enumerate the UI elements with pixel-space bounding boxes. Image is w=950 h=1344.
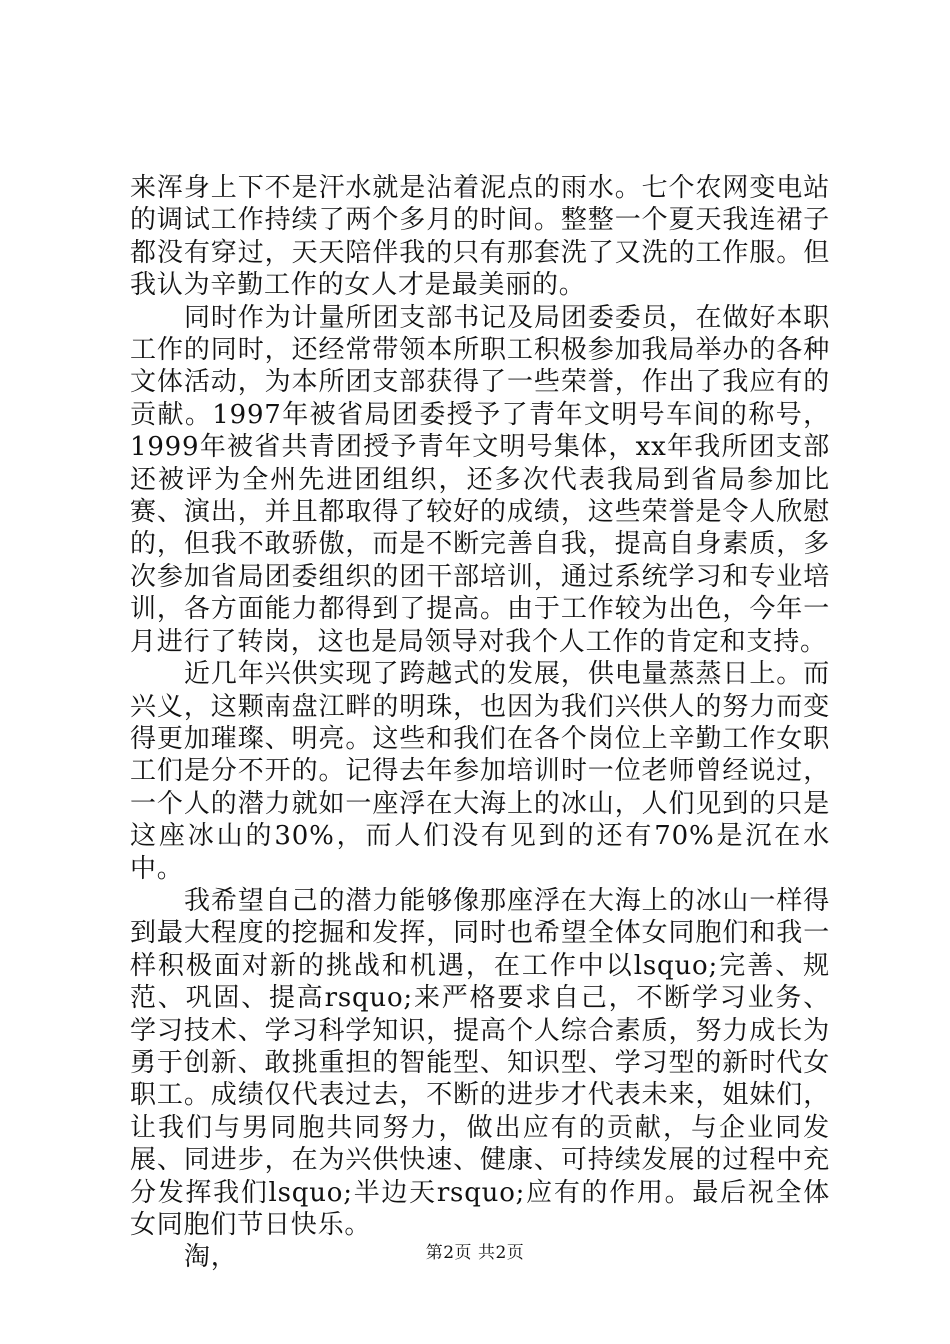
page-footer: 第2页 共2页 xyxy=(425,1243,525,1263)
paragraph-3: 近几年兴供实现了跨越式的发展，供电量蒸蒸日上。而兴义，这颗南盘江畔的明珠，也因为我们兴供人的努力而变得更加璀璨、明亮。这些和我们在各个岗位上辛勤工作女职工们是分不开的。记得去年参加培训时一位老师曾经说过，一个人的潜力就如一座浮在大海上的冰山，人们见到的只是这座冰山的30%，而人们没有见到的还有70%是沉在水中。 xyxy=(130,659,830,884)
paragraph-5: 淘， xyxy=(184,1242,238,1273)
paragraph-2: 同时作为计量所团支部书记及局团委委员，在做好本职工作的同时，还经常带领本所职工积极参加我局举办的各种文体活动，为本所团支部获得了一些荣誉，作出了我应有的贡献。1997年被省局团委授予了青年文明号车间的称号，1999年被省共青团授予青年文明号集体，xx年我所团支部还被评为全州先进团组织，还多次代表我局到省局参加比赛、演出，并且都取得了较好的成绩，这些荣誉是令人欣慰的，但我不敢骄傲，而是不断完善自我，提高自身素质，多次参加省局团委组织的团干部培训，通过系统学习和专业培训，各方面能力都得到了提高。由于工作较为出色，今年一月进行了转岗，这也是局领导对我个人工作的肯定和支持。 xyxy=(130,302,830,657)
paragraph-4: 我希望自己的潜力能够像那座浮在大海上的冰山一样得到最大程度的挖掘和发挥，同时也希望全体女同胞们和我一样积极面对新的挑战和机遇，在工作中以lsquo;完善、规范、巩固、提高rsquo;来严格要求自己，不断学习业务、学习技术、学习科学知识，提高个人综合素质，努力成长为勇于创新、敢挑重担的智能型、知识型、学习型的新时代女职工。成绩仅代表过去，不断的进步才代表未来，姐妹们，让我们与男同胞共同努力，做出应有的贡献，与企业同发展、同进步，在为兴供快速、健康、可持续发展的过程中充分发挥我们lsquo;半边天rsquo;应有的作用。最后祝全体女同胞们节日快乐。 xyxy=(130,885,830,1240)
paragraph-1: 来浑身上下不是汗水就是沾着泥点的雨水。七个农网变电站的调试工作持续了两个多月的时间。整整一个夏天我连裙子都没有穿过，天天陪伴我的只有那套洗了又洗的工作服。但我认为辛勤工作的女人才是最美丽的。 xyxy=(130,173,830,301)
document-body xyxy=(130,172,830,1274)
